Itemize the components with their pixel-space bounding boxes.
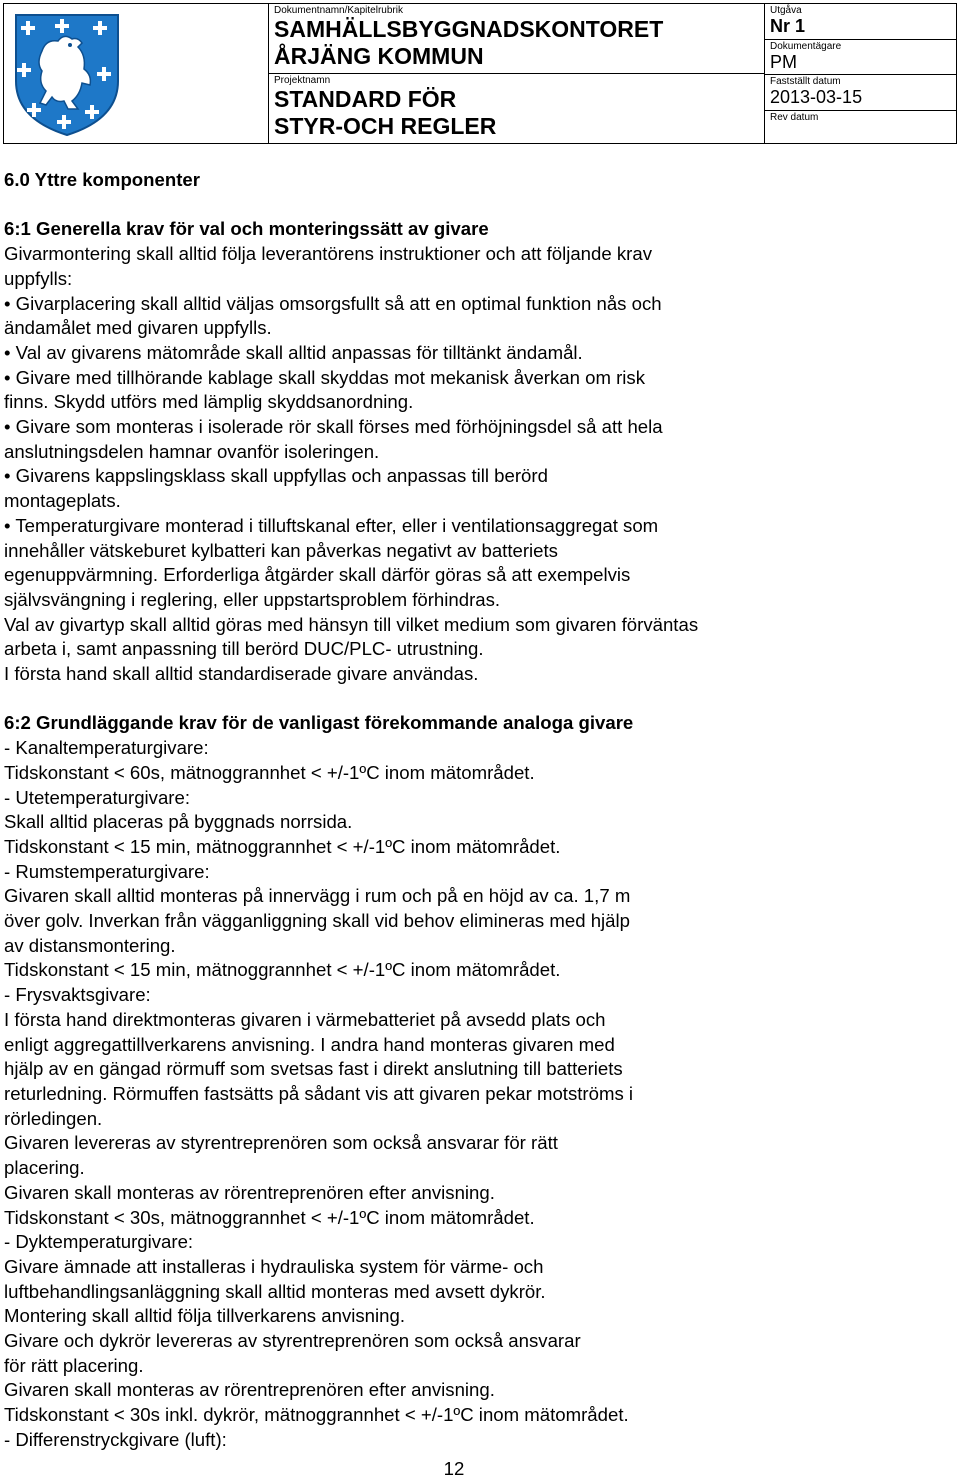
paragraph-line: Givaren skall alltid monteras på innervägg i rum och på en höjd av ca. 1,7 m	[4, 885, 631, 907]
paragraph-line: • Temperaturgivare monterad i tilluftskanal efter, eller i ventilationsaggregat som	[4, 514, 659, 536]
document-name-label: Dokumentnamn/Kapitelrubrik	[274, 5, 403, 16]
established-date-value: 2013-03-15	[770, 87, 863, 107]
paragraph-line: ändamålet med givaren uppfylls.	[4, 317, 272, 339]
paragraph-line: Tidskonstant < 30s inkl. dykrör, mätnoggrannhet < +/-1ºC inom mätområdet.	[4, 1404, 629, 1426]
established-date-field	[765, 75, 956, 111]
paragraph-line: luftbehandlingsanläggning skall alltid monteras med avsett dykrör.	[4, 1280, 546, 1302]
paragraph-line: Montering skall alltid följa tillverkarens anvisning.	[4, 1305, 405, 1327]
owner-value: PM	[770, 52, 797, 72]
paragraph-line: hjälp av en gängad rörmuff som svetsas fast i direkt anslutning till batteriets	[4, 1058, 623, 1080]
document-header	[3, 3, 957, 144]
paragraph-line: egenuppvärmning. Erforderliga åtgärder skall därför göras så att exempelvis	[4, 564, 631, 586]
paragraph-line: självsvängning i reglering, eller uppstartsproblem förhindras.	[4, 588, 501, 610]
owner-field	[765, 40, 956, 75]
paragraph-line: • Givarens kappslingsklass skall uppfyllas och anpassas till berörd	[4, 465, 548, 487]
paragraph-line: placering.	[4, 1157, 85, 1179]
office-name-line1: SAMHÄLLSBYGGNADSKONTORET	[274, 16, 664, 42]
paragraph-line: Givarmontering skall alltid följa leverantörens instruktioner och att följande krav	[4, 243, 652, 265]
document-name-section	[269, 4, 764, 74]
paragraph-line: Val av givartyp skall alltid göras med hänsyn till vilket medium som givaren förväntas	[4, 613, 699, 635]
chapter-heading: 6.0 Yttre komponenter	[4, 169, 200, 190]
paragraph-line: - Utetemperaturgivare:	[4, 786, 191, 808]
paragraph-line: av distansmontering.	[4, 934, 176, 956]
paragraph-line: - Kanaltemperaturgivare:	[4, 737, 209, 759]
paragraph-line: montageplats.	[4, 490, 121, 512]
spacer	[4, 193, 954, 218]
paragraph-line: Givaren skall monteras av rörentreprenören efter anvisning.	[4, 1181, 495, 1203]
paragraph-line: - Rumstemperaturgivare:	[4, 860, 210, 882]
coat-of-arms-bear-icon	[12, 11, 122, 139]
section-6-1-body	[4, 242, 954, 687]
paragraph-line: • Givarplacering skall alltid väljas omsorgsfullt så att en optimal funktion nås och	[4, 292, 662, 314]
paragraph-line: Tidskonstant < 60s, mätnoggrannhet < +/-1ºC inom mätområdet.	[4, 761, 535, 783]
paragraph-line: Tidskonstant < 15 min, mätnoggrannhet < +/-1ºC inom mätområdet.	[4, 959, 561, 981]
owner-label: Dokumentägare	[770, 41, 842, 52]
page-number: 12	[443, 1458, 465, 1479]
title-cell	[269, 4, 765, 143]
revision-date-label: Rev datum	[770, 112, 819, 123]
edition-value: Nr 1	[770, 16, 806, 36]
project-name-label: Projektnamn	[274, 75, 331, 86]
paragraph-line: över golv. Inverkan från vägganliggning skall vid behov elimineras med hjälp	[4, 910, 630, 932]
project-name-line2: STYR-OCH REGLER	[274, 113, 497, 139]
established-date-label: Fastställt datum	[770, 76, 841, 87]
project-name-section	[269, 74, 764, 143]
paragraph-line: - Differenstryckgivare (luft):	[4, 1428, 227, 1450]
paragraph-line: - Frysvaktsgivare:	[4, 984, 151, 1006]
section-heading-6-1: 6:1 Generella krav för val och monteringssätt av givare	[4, 218, 489, 240]
office-name-line2: ÅRJÄNG KOMMUN	[274, 43, 484, 69]
spacer	[4, 687, 954, 712]
paragraph-line: enligt aggregattillverkarens anvisning. I andra hand monteras givaren med	[4, 1033, 615, 1055]
metadata-cell	[765, 4, 956, 143]
paragraph-line: • Val av givarens mätområde skall alltid anpassas för tilltänkt ändamål.	[4, 341, 583, 363]
paragraph-line: Givare ämnade att installeras i hydrauliska system för värme- och	[4, 1255, 544, 1277]
paragraph-line: Skall alltid placeras på byggnads norrsida.	[4, 811, 353, 833]
paragraph-line: innehåller vätskeburet kylbatteri kan påverkas negativt av batteriets	[4, 539, 558, 561]
paragraph-line: anslutningsdelen hamnar ovanför isoleringen.	[4, 440, 380, 462]
paragraph-line: Givare och dykrör levereras av styrentreprenören som också ansvarar	[4, 1330, 581, 1352]
paragraph-line: • Givare med tillhörande kablage skall skyddas mot mekanisk åverkan om risk	[4, 366, 646, 388]
section-6-2-body	[4, 736, 954, 1452]
paragraph-line: arbeta i, samt anpassning till berörd DUC/PLC- utrustning.	[4, 638, 484, 660]
logo-cell	[4, 4, 269, 143]
paragraph-line: Givaren skall monteras av rörentreprenören efter anvisning.	[4, 1379, 495, 1401]
paragraph-line: I första hand direktmonteras givaren i värmebatteriet på avsedd plats och	[4, 1008, 606, 1030]
edition-label: Utgåva	[770, 5, 802, 16]
paragraph-line: Tidskonstant < 15 min, mätnoggrannhet < +/-1ºC inom mätområdet.	[4, 835, 561, 857]
edition-field	[765, 4, 956, 40]
paragraph-line: rörledingen.	[4, 1107, 103, 1129]
section-heading-6-2: 6:2 Grundläggande krav för de vanligast förekommande analoga givare	[4, 712, 634, 734]
project-name-line1: STANDARD FÖR	[274, 86, 457, 112]
paragraph-line: - Dyktemperaturgivare:	[4, 1231, 194, 1253]
revision-date-field	[765, 111, 956, 143]
paragraph-line: • Givare som monteras i isolerade rör skall förses med förhöjningsdel så att hela	[4, 416, 663, 438]
paragraph-line: returledning. Rörmuffen fastsätts på sådant vis att givaren pekar motströms i	[4, 1082, 634, 1104]
paragraph-line: I första hand skall alltid standardiserade givare användas.	[4, 663, 479, 685]
paragraph-line: uppfylls:	[4, 267, 73, 289]
paragraph-line: för rätt placering.	[4, 1354, 144, 1376]
paragraph-line: finns. Skydd utförs med lämplig skyddsanordning.	[4, 391, 414, 413]
document-body	[4, 168, 954, 1453]
paragraph-line: Givaren levereras av styrentreprenören som också ansvarar för rätt	[4, 1132, 558, 1154]
paragraph-line: Tidskonstant < 30s, mätnoggrannhet < +/-1ºC inom mätområdet.	[4, 1206, 535, 1228]
